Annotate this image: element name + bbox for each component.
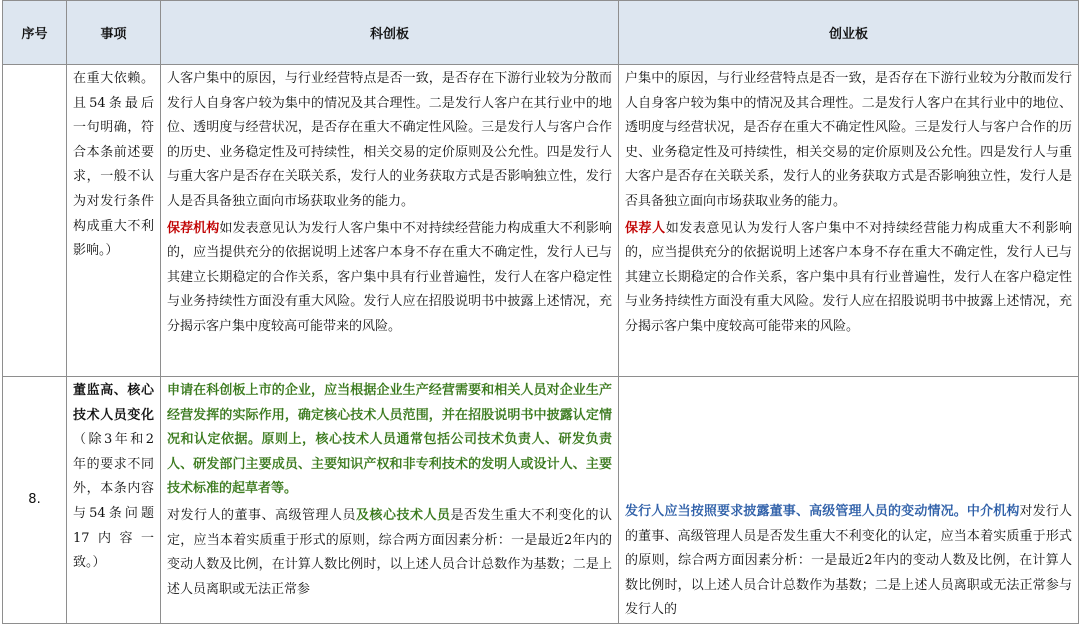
gem-cell	[619, 65, 1079, 377]
star-paragraph-2a: 对发行人的董事、高级管理人员	[167, 507, 356, 523]
header-gem: 创业板	[619, 1, 1079, 65]
star-market-cell	[161, 377, 619, 624]
gem-paragraph-2	[619, 215, 1078, 340]
star-paragraph-2	[161, 215, 618, 340]
star-paragraph-2b: 是否发生重大不利变化的认定，应当本着实质重于形式的原则，综合两方面因素分析：一是最近2年内的变动人数及比例，在计算人数比例时，以上述人员合计总数作为基数；二是上述人员离职或无法正常参	[167, 507, 612, 597]
header-star-market: 科创板	[161, 1, 619, 65]
core-tech-highlight: 及核心技术人员	[355, 507, 451, 523]
item-text	[67, 377, 160, 576]
table-row	[3, 377, 1079, 624]
gem-paragraph-text: 对发行人的董事、高级管理人员是否发生重大不利变化的认定，应当本着实质重于形式的原则，综合两方面因素分析：一是最近2年内的变动人数及比例，在计算人数比例时，以上述人员合计总数作为基数；二是上述人员离职或无法正常参与发行人的	[625, 504, 1072, 618]
gem-paragraph-2-text: 如发表意见认为发行人客户集中不对持续经营能力构成重大不利影响的，应当提供充分的依据说明上述客户本身不存在重大不确定性，发行人已与其建立长期稳定的合作关系，客户集中具有行业普遍性，发行人在客户稳定性与业务持续性方面没有重大风险。发行人应在招股说明书中披露上述情况，充分揭示客户集中度较高可能带来的风险。	[625, 220, 1072, 334]
item-text: 在重大依赖。且54条最后一句明确，符合本条前述要求，一般不认为对发行条件构成重大不利影响。）	[73, 71, 154, 259]
star-paragraph-2	[161, 502, 618, 602]
gem-cell	[619, 377, 1079, 624]
header-item: 事项	[67, 1, 161, 65]
row-number	[3, 65, 67, 377]
sponsor-label: 保荐机构	[167, 220, 220, 236]
gem-paragraph	[619, 498, 1078, 623]
gem-blank-space	[619, 377, 1078, 498]
star-paragraph-2-text: 如发表意见认为发行人客户集中不对持续经营能力构成重大不利影响的，应当提供充分的依据说明上述客户本身不存在重大不确定性，发行人已与其建立长期稳定的合作关系，客户集中具有行业普遍性，发行人在客户稳定性与业务持续性方面没有重大风险。发行人应在招股说明书中披露上述情况，充分揭示客户集中度较高可能带来的风险。	[167, 220, 612, 334]
star-market-cell	[161, 65, 619, 377]
star-paragraph-1: 人客户集中的原因，与行业经营特点是否一致，是否存在下游行业较为分散而发行人自身客户较为集中的情况及其合理性。二是发行人客户在其行业中的地位、透明度与经营状况，是否存在重大不确定性风险。三是发行人与客户合作的历史、业务稳定性及可持续性，相关交易的定价原则及公允性。四是发行人与重大客户是否存在关联关系，发行人的业务获取方式是否影响独立性，发行人是否具备独立面向市场获取业务的能力。	[167, 71, 612, 209]
table-row	[3, 65, 1079, 377]
comparison-table	[2, 0, 1079, 624]
header-row	[3, 1, 1079, 65]
star-paragraph-1: 申请在科创板上市的企业，应当根据企业生产经营需要和相关人员对企业生产经营发挥的实际作用，确定核心技术人员范围，并在招股说明书中披露认定情况和认定依据。原则上，核心技术人员通常包括公司技术负责人、研发负责人、研发部门主要成员、主要知识产权和非专利技术的发明人或设计人、主要技术标准的起草者等。	[167, 383, 612, 497]
gem-highlight: 发行人应当按照要求披露董事、高级管理人员的变动情况。中介机构	[625, 504, 1020, 519]
header-no: 序号	[3, 1, 67, 65]
item-note: （除3年和2年的要求不同外，本条内容与54条问题17内容一致。）	[73, 432, 154, 571]
sponsor-label: 保荐人	[625, 220, 666, 236]
row-number: 8.	[3, 377, 67, 624]
item-cell	[67, 65, 161, 377]
gem-paragraph-1: 户集中的原因，与行业经营特点是否一致，是否存在下游行业较为分散而发行人自身客户较为集中的情况及其合理性。二是发行人客户在其行业中的地位、透明度与经营状况，是否存在重大不确定性风险。三是发行人与客户合作的历史、业务稳定性及可持续性，相关交易的定价原则及公允性。四是发行人与重大客户是否存在关联关系，发行人的业务获取方式是否影响独立性，发行人是否具备独立面向市场获取业务的能力。	[625, 71, 1072, 209]
item-cell	[67, 377, 161, 624]
item-title: 董监高、核心技术人员变化	[73, 383, 154, 423]
